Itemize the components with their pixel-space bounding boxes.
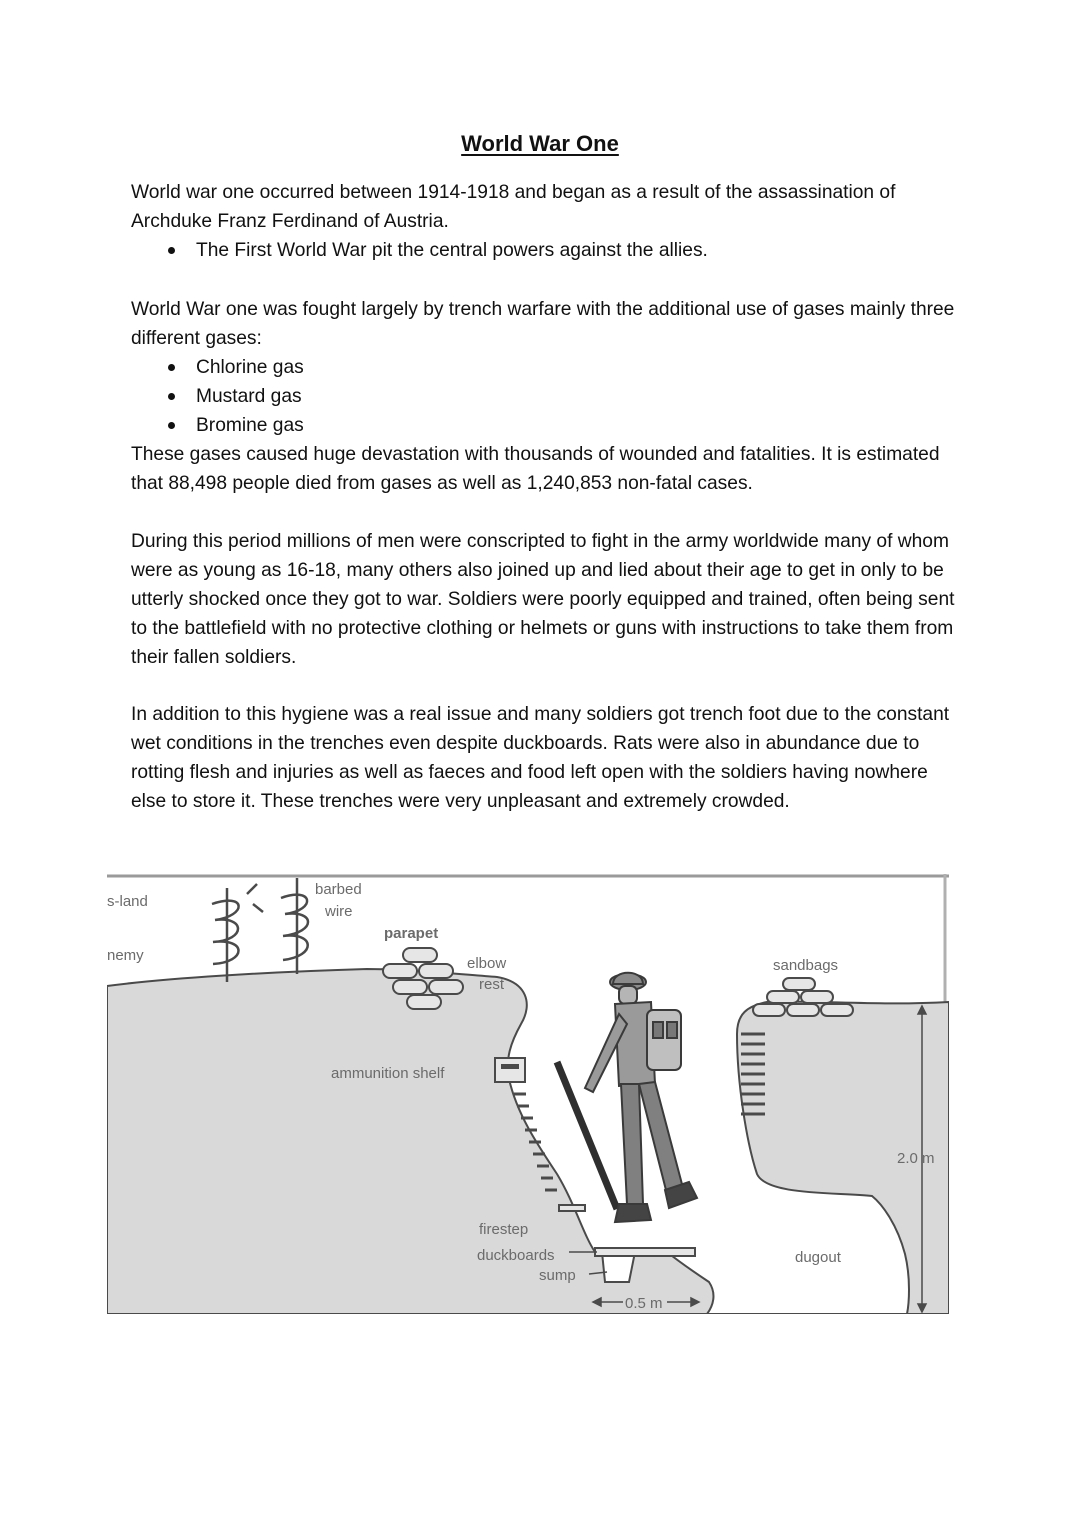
label-no-mans-land: s-land [107,893,148,910]
conscription-paragraph: During this period millions of men were conscripted to fight in the army worldwide many of whom were as young as 16-18, many others also joined up and lied about their age to get in only to be utterly shocked once they got to war. Soldiers were poorly equipped and trained, often being sent to the battlefield with no protective clothing or helmets or guns with instructions to take them from their fallen soldiers. [131,531,955,668]
list-item: Bromine gas [131,411,961,440]
label-elbow: elbow [467,955,507,972]
label-wire: wire [325,903,353,920]
gases-paragraph: World War one was fought largely by trench warfare with the additional use of gases mainly three different gases: [131,299,955,349]
trench-diagram [107,874,949,1314]
gases-impact-paragraph: These gases caused huge devastation with thousands of wounded and fatalities. It is estimated that 88,498 people died from gases as well as 1,240,853 non-fatal cases. [131,444,940,494]
label-dugout: dugout [795,1249,841,1266]
list-item: Chlorine gas [131,353,961,382]
ammunition-box-icon [495,1058,525,1082]
label-height: 2.0 m [897,1150,935,1167]
page-title: World War One [461,131,619,156]
firestep-icon [559,1205,585,1211]
hygiene-paragraph: In addition to this hygiene was a real issue and many soldiers got trench foot due to the constant wet conditions in the trenches even despite duckboards. Rats were also in abundance due to rotting flesh and injuries as well as faeces and food left open with the soldiers having nowhere else to store it. These trenches were very unpleasant and extremely crowded. [131,704,950,812]
list-item: The First World War pit the central powers against the allies. [131,236,961,265]
hygiene-section [131,700,961,816]
label-ammunition-shelf: ammunition shelf [331,1065,445,1082]
label-sandbags: sandbags [773,957,839,974]
label-sump: sump [539,1267,576,1284]
label-parapet: parapet [384,925,439,942]
label-width: 0.5 m [625,1295,663,1312]
gases-section [131,295,961,498]
conscription-section [131,527,961,672]
gases-bullet-list [131,353,961,440]
label-rest: rest [479,976,505,993]
intro-paragraph: World war one occurred between 1914-1918 and began as a result of the assassination of Archduke Franz Ferdinand of Austria. [131,182,896,232]
list-item: Mustard gas [131,382,961,411]
intro-section [131,178,961,265]
label-duckboards: duckboards [477,1247,555,1264]
label-barbed: barbed [315,881,362,898]
label-enemy: nemy [107,947,144,964]
duckboards-icon [595,1248,695,1256]
label-firestep: firestep [479,1221,529,1238]
intro-bullet-list [131,236,961,265]
